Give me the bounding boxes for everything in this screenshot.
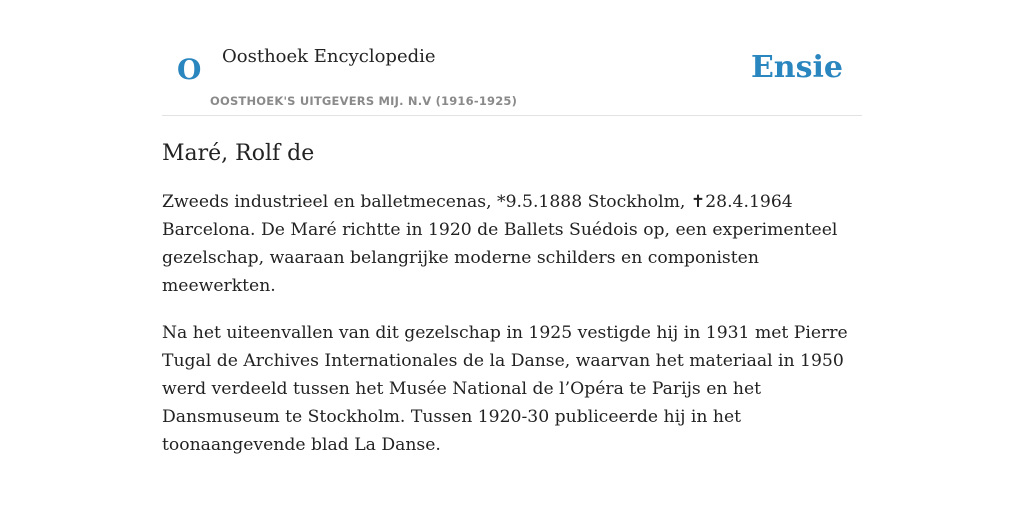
publisher-subtitle: OOSTHOEK'S UITGEVERS MIJ. N.V (1916-1925): [210, 94, 518, 108]
ensie-brand-link[interactable]: Ensie: [750, 50, 843, 85]
site-title-link[interactable]: Oosthoek Encyclopedie: [222, 46, 436, 67]
site-header: [162, 42, 862, 116]
entry-title: Maré, Rolf de: [162, 141, 315, 166]
site-logo[interactable]: O: [177, 53, 202, 86]
entry-paragraph-2: Na het uiteenvallen van dit gezelschap in 1925 vestigde hij in 1931 met Pierre Tugal de Archives Internationales de la Danse, waarvan het materiaal in 1950 werd verdeeld tussen het Musée National de l’Opéra te Parijs en het Dansmuseum te Stockholm. Tussen 1920-30 publiceerde hij in het toonaangevende blad La Danse.: [162, 323, 848, 455]
entry-paragraph-1: Zweeds industrieel en balletmecenas, *9.5.1888 Stockholm, ✝28.4.1964 Barcelona. De Maré richtte in 1920 de Ballets Suédois op, een experimenteel gezelschap, waaraan belangrijke moderne schilders en componisten meewerkten.: [162, 192, 838, 296]
page: [162, 0, 862, 459]
